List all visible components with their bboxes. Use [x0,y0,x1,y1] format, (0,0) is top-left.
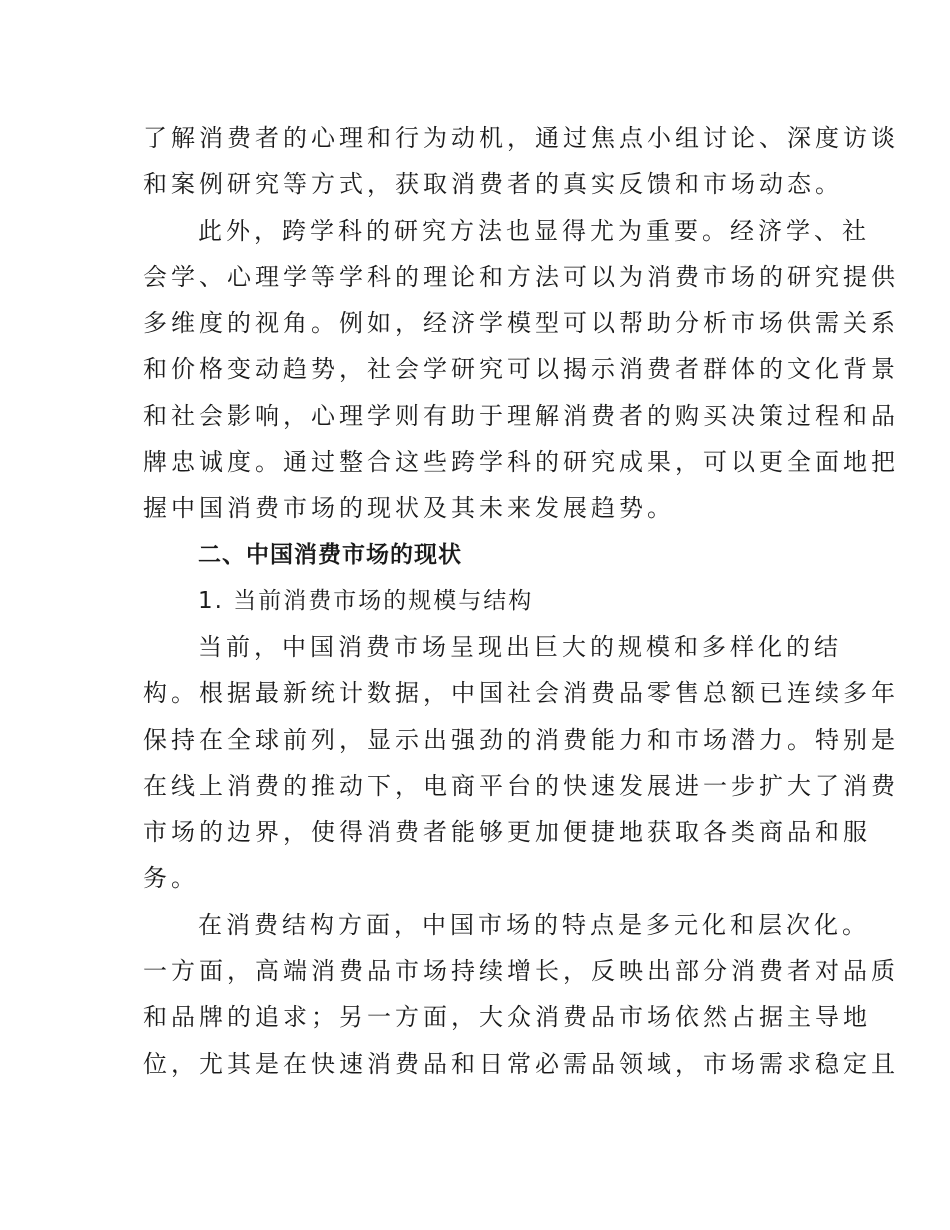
paragraph-line: 位，尤其是在快速消费品和日常必需品领域，市场需求稳定且 [143,1050,899,1078]
paragraph-line: 市场的边界，使得消费者能够更加便捷地获取各类商品和服 [143,818,871,846]
paragraph-line: 在线上消费的推动下，电商平台的快速发展进一步扩大了消费 [143,772,899,800]
paragraph-line: 会学、心理学等学科的理论和方法可以为消费市场的研究提供 [143,263,899,291]
paragraph-line: 此外，跨学科的研究方法也显得尤为重要。经济学、社 [198,217,870,245]
paragraph-line: 一方面，高端消费品市场持续增长，反映出部分消费者对品质 [143,957,899,985]
paragraph-line: 握中国消费市场的现状及其未来发展趋势。 [143,494,675,522]
paragraph-line: 务。 [143,864,199,892]
paragraph-line: 在消费结构方面，中国市场的特点是多元化和层次化。 [198,911,870,939]
paragraph-line: 保持在全球前列，显示出强劲的消费能力和市场潜力。特别是 [143,726,899,754]
paragraph-line: 和社会影响，心理学则有助于理解消费者的购买决策过程和品 [143,402,899,430]
paragraph-line: 多维度的视角。例如，经济学模型可以帮助分析市场供需关系 [143,309,899,337]
paragraph-line: 和品牌的追求；另一方面，大众消费品市场依然占据主导地 [143,1003,871,1031]
section-heading: 二、中国消费市场的现状 [198,542,462,568]
paragraph-line: 牌忠诚度。通过整合这些跨学科的研究成果，可以更全面地把 [143,448,899,476]
paragraph-line: 构。根据最新统计数据，中国社会消费品零售总额已连续多年 [143,679,899,707]
paragraph-line: 和价格变动趋势，社会学研究可以揭示消费者群体的文化背景 [143,355,899,383]
paragraph-line: 和案例研究等方式，获取消费者的真实反馈和市场动态。 [143,170,843,198]
paragraph-line: 了解消费者的心理和行为动机，通过焦点小组讨论、深度访谈 [143,124,899,152]
subsection-heading: 1. 当前消费市场的规模与结构 [198,588,534,614]
paragraph-line: 当前，中国消费市场呈现出巨大的规模和多样化的结 [198,633,842,661]
